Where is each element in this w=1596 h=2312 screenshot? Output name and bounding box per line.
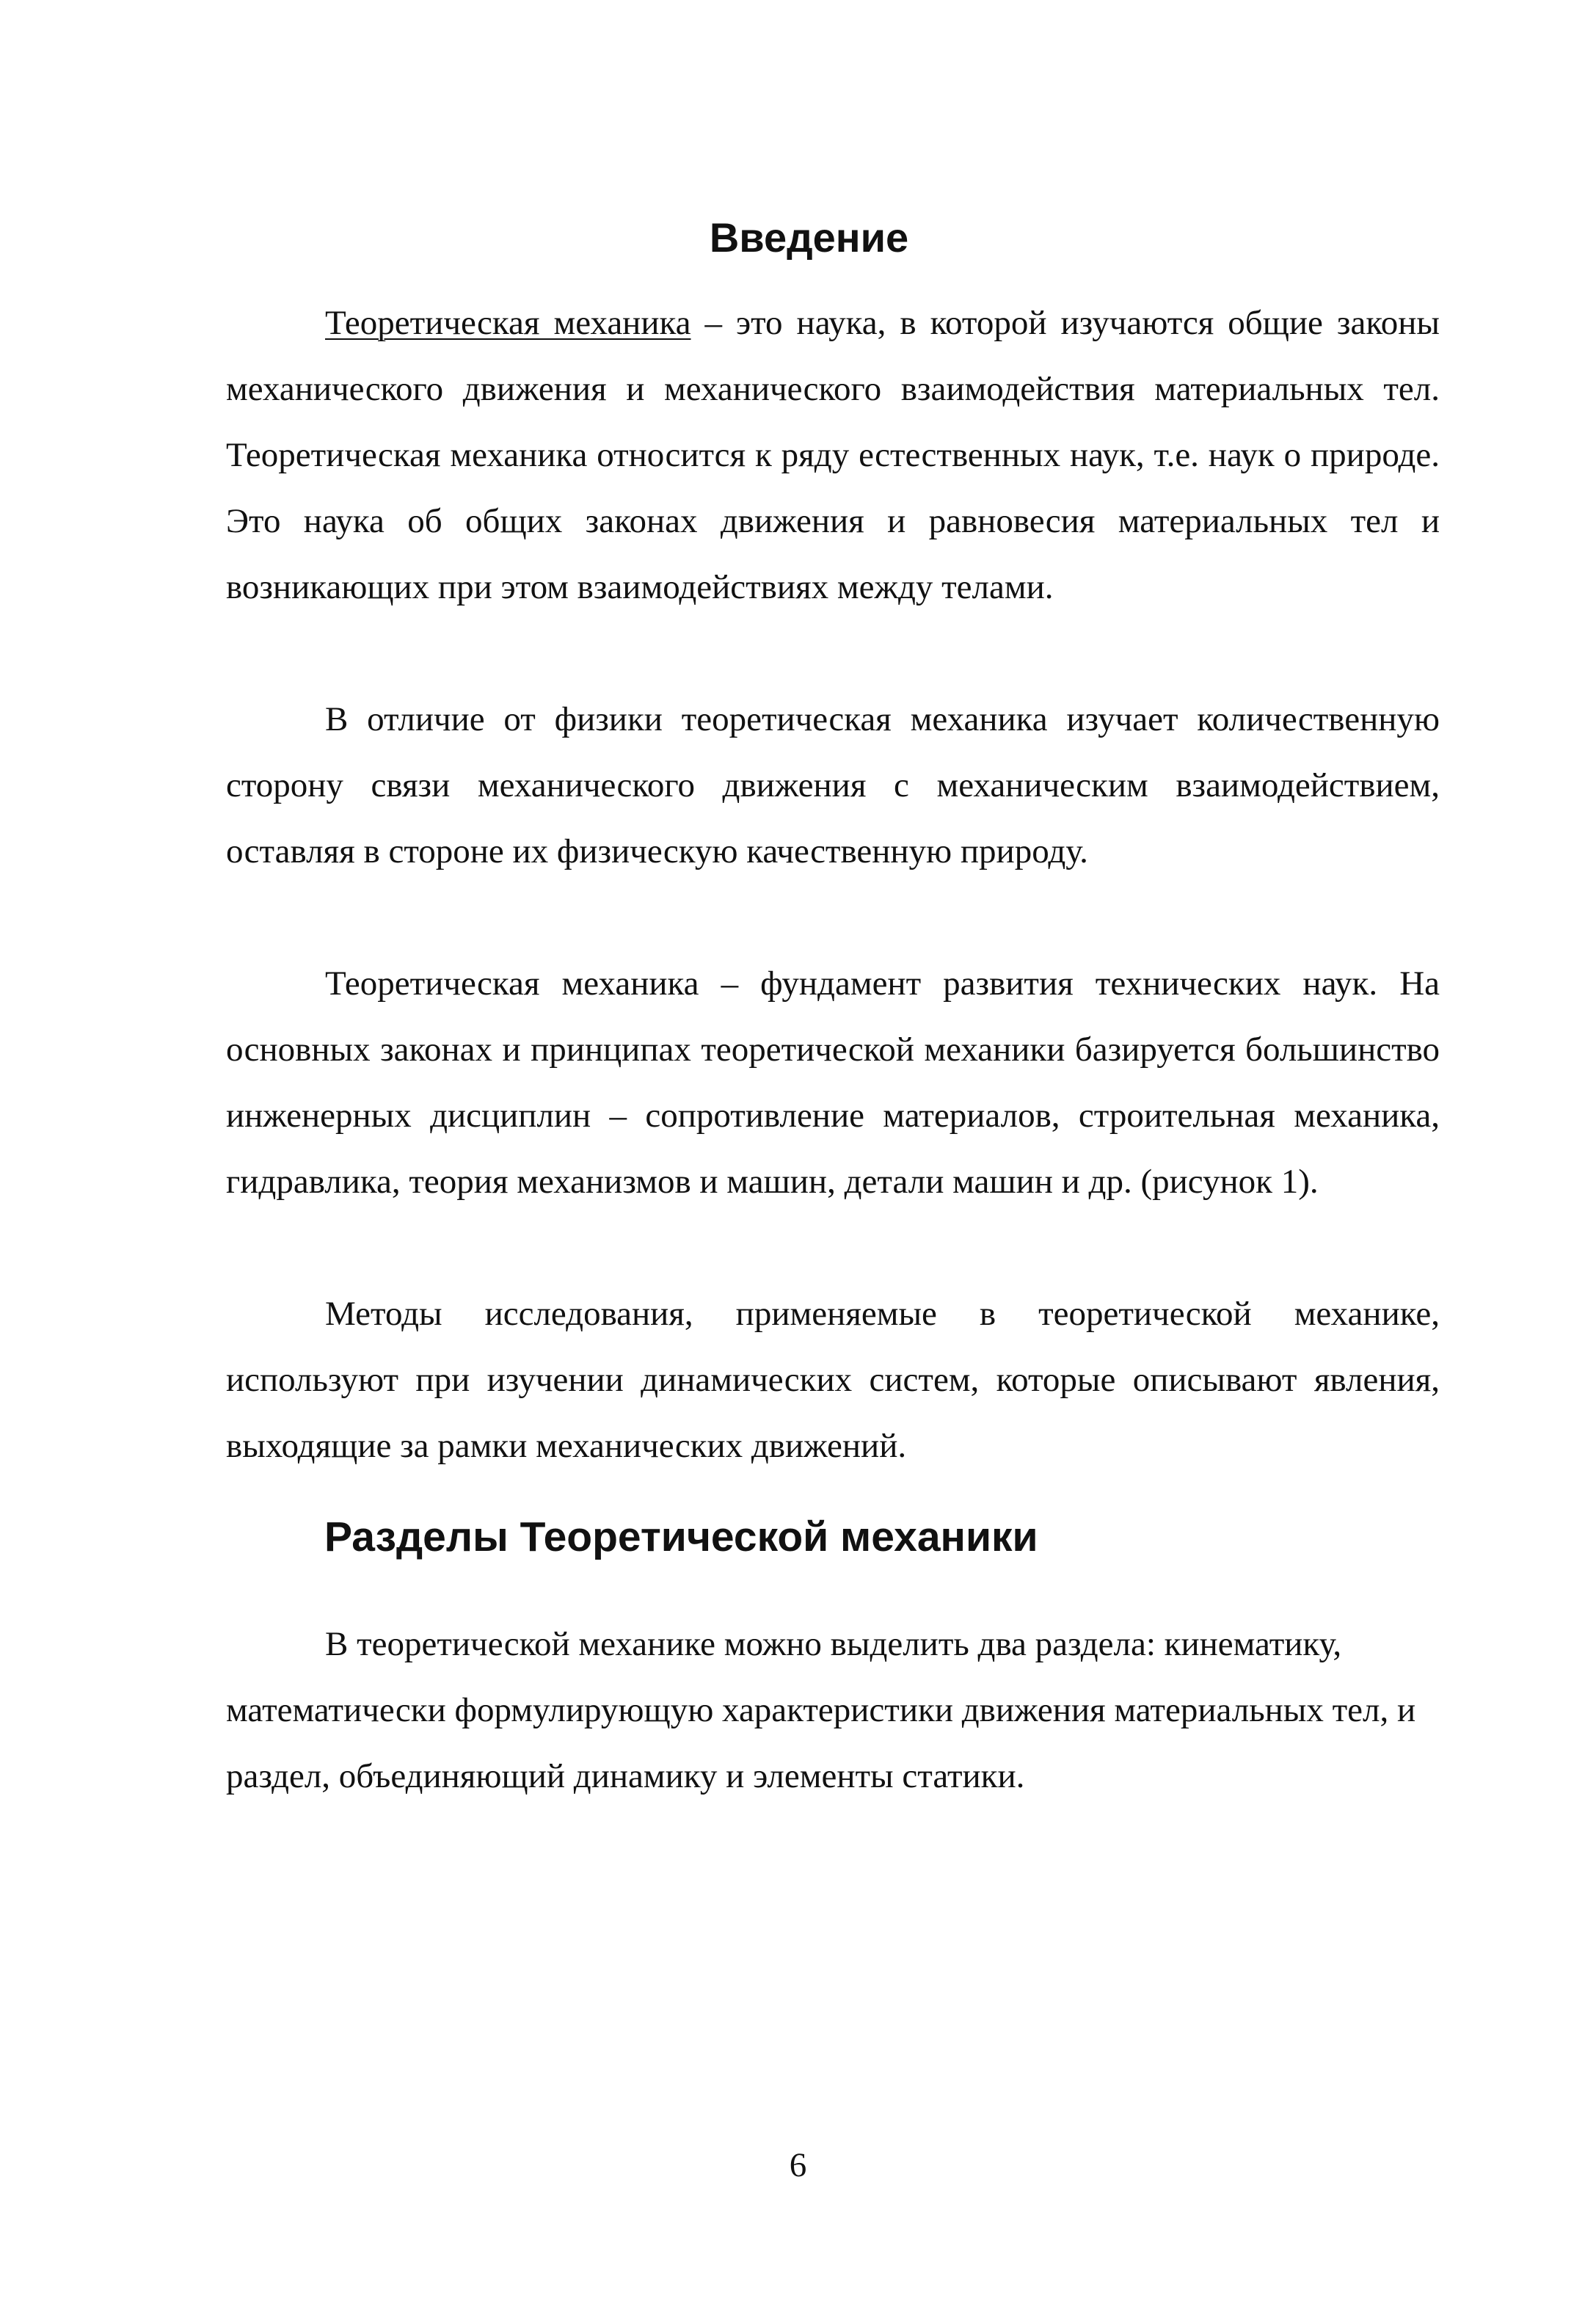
sections-paragraph-1: В теоретической механике можно выделить два раздела: кинематику, математически формулирующую характеристики движения материальных тел, и раздел, объединяющий динамику и элементы статики.: [226, 1625, 1416, 1795]
intro-paragraph-1-text: – это наука, в которой изучаются общие законы механического движения и механического взаимодействия материальных тел. Теоретическая механика относится к ряду естественных наук, т.е. наук о природе. Это наука об общих законах движения и равновесия материальных тел и возникающих при этом взаимодействиях между телами.: [226, 304, 1440, 606]
intro-paragraph-1: [226, 290, 1440, 620]
page-number: 6: [789, 2146, 807, 2184]
intro-heading: Введение: [709, 214, 909, 261]
term-theoretical-mechanics: Теоретическая механика: [325, 304, 691, 342]
intro-paragraph-2: В отличие от физики теоретическая механика изучает количественную сторону связи механического движения с механическим взаимодействием, оставляя в стороне их физическую качественную природу.: [226, 700, 1440, 870]
sections-heading: Разделы Теоретической механики: [324, 1513, 1038, 1560]
intro-paragraph-4: Методы исследования, применяемые в теоретической механике, используют при изучении динамических систем, которые описывают явления, выходящие за рамки механических движений.: [226, 1295, 1440, 1465]
intro-paragraph-3: Теоретическая механика – фундамент развития технических наук. На основных законах и принципах теоретической механики базируется большинство инженерных дисциплин – сопротивление материалов, строительная механика, гидравлика, теория механизмов и машин, детали машин и др. (рисунок 1).: [226, 964, 1440, 1201]
